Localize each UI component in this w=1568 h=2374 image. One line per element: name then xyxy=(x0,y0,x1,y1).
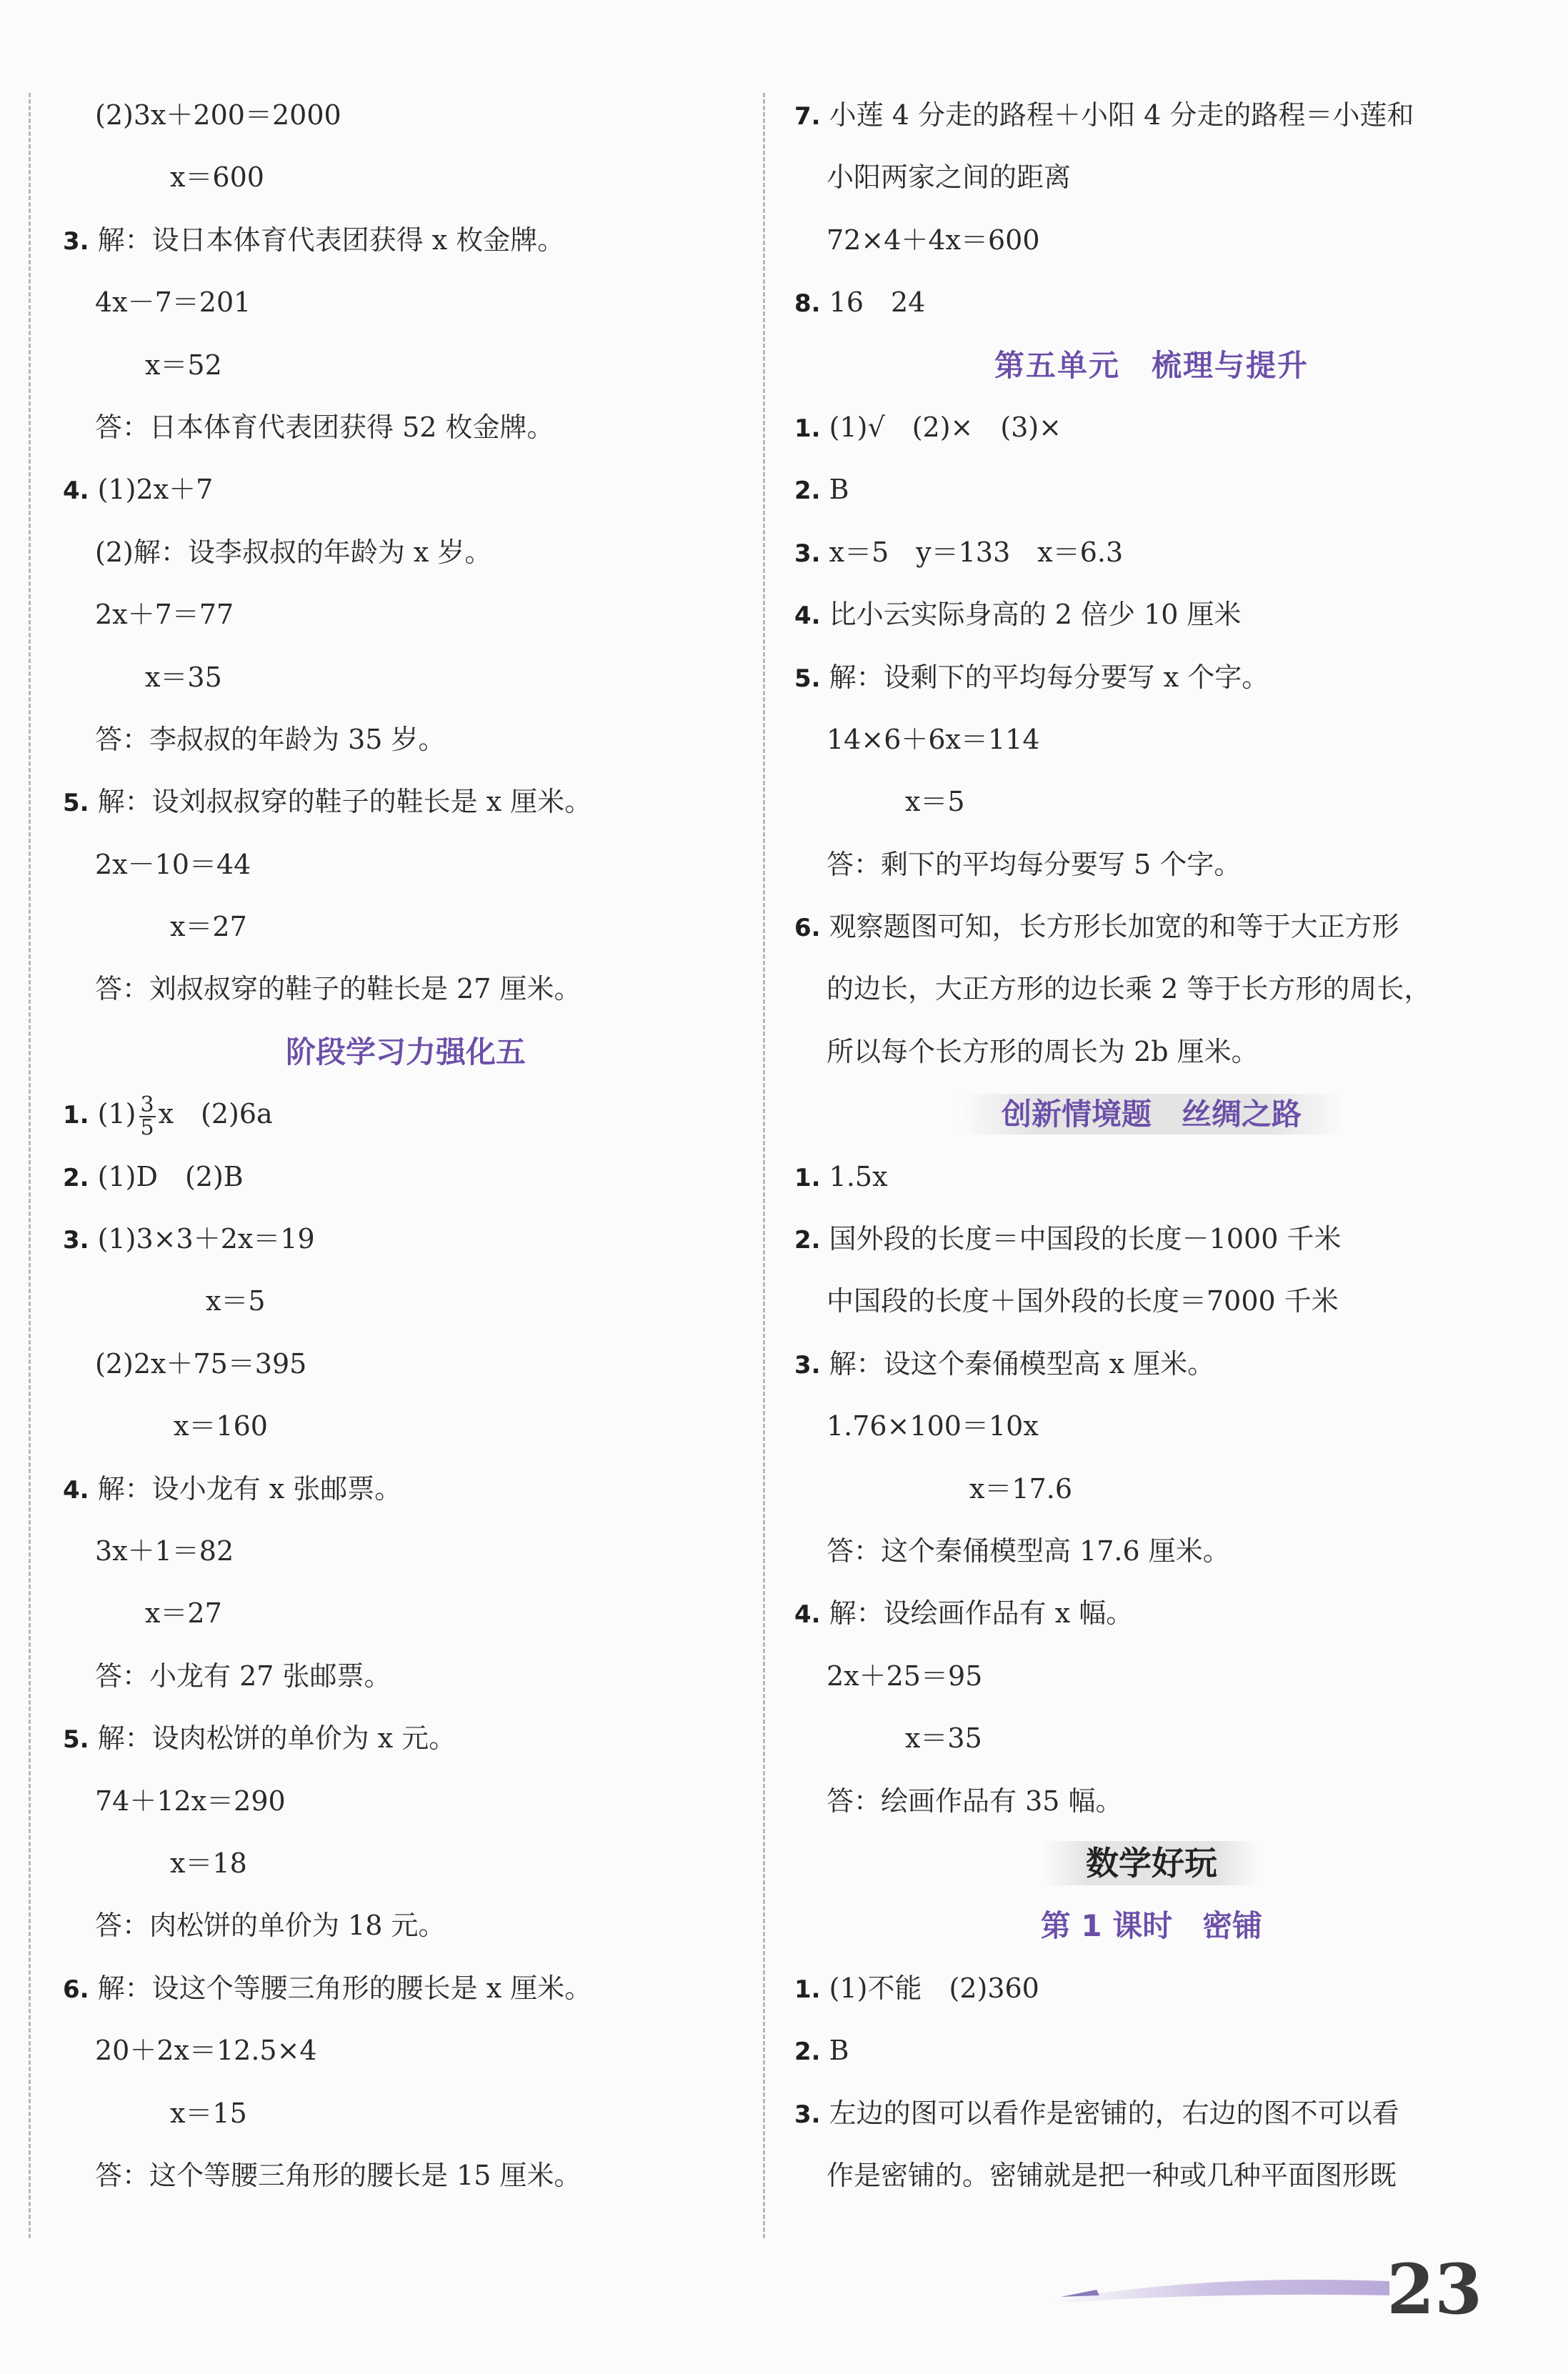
answer-line: 的边长，大正方形的边长乘 2 等于长方形的周长， xyxy=(827,973,1432,1005)
section-heading xyxy=(794,1832,1509,1895)
item-number: 4. xyxy=(63,477,89,506)
answer-line: 2x＋7＝77 xyxy=(95,599,234,631)
answer-line: x＝15 xyxy=(170,2097,247,2129)
item-text: 1.5x xyxy=(829,1160,888,1192)
answer-item xyxy=(794,1957,1509,2020)
answer-line: 答：绘画作品有 35 幅。 xyxy=(827,1785,1123,1817)
answer-line: 答：剩下的平均每分要写 5 个字。 xyxy=(827,848,1242,880)
answer-line: x＝35 xyxy=(905,1722,982,1755)
item-text: 解：设绘画作品有 x 幅。 xyxy=(829,1597,1134,1630)
answer-line: x＝27 xyxy=(170,911,247,943)
item-number: 4. xyxy=(794,1600,821,1630)
answer-line: x＝160 xyxy=(174,1410,268,1442)
answer-line: 答：李叔叔的年龄为 35 岁。 xyxy=(95,723,446,755)
left-column xyxy=(63,84,749,2207)
item-text: (1)不能 (2)360 xyxy=(829,1972,1039,2004)
answer-item xyxy=(794,459,1509,521)
item-text: (1)3×3＋2x＝19 xyxy=(97,1223,315,1255)
answer-item xyxy=(63,771,749,833)
answer-line: (2)2x＋75＝395 xyxy=(95,1347,307,1380)
item-text: 解：设小龙有 x 张邮票。 xyxy=(97,1472,402,1505)
answer-item xyxy=(794,647,1509,709)
answer-item xyxy=(794,522,1509,584)
answer-item xyxy=(794,271,1509,334)
answer-line: (2)解：设李叔叔的年龄为 x 岁。 xyxy=(95,536,492,568)
answer-line: x＝18 xyxy=(170,1847,247,1879)
answer-line: 作是密铺的。密铺就是把一种或几种平面图形既 xyxy=(827,2159,1397,2191)
answer-line: 20＋2x＝12.5×4 xyxy=(95,2035,317,2067)
answer-line: x＝52 xyxy=(145,349,222,381)
item-number: 1. xyxy=(794,1975,821,2004)
item-number: 1. xyxy=(794,414,821,443)
answer-line: 2x－10＝44 xyxy=(95,848,251,880)
answer-line: 答：肉松饼的单价为 18 元。 xyxy=(95,1910,446,1942)
answer-line: x＝5 xyxy=(206,1285,266,1317)
answer-item xyxy=(794,1208,1509,1270)
item-number: 7. xyxy=(794,102,821,131)
item-number: 3. xyxy=(63,1226,89,1255)
item-number: 1. xyxy=(63,1101,89,1130)
item-text: B xyxy=(829,474,849,506)
item-text: (1)2x＋7 xyxy=(97,474,214,506)
answer-line: x＝17.6 xyxy=(969,1472,1073,1505)
item-number: 4. xyxy=(63,1475,89,1505)
answer-line: (2)3x＋200＝2000 xyxy=(95,99,341,131)
item-number: 2. xyxy=(794,1226,821,1255)
item-text-prefix: (1) xyxy=(97,1098,136,1130)
answer-line: 14×6＋6x＝114 xyxy=(827,723,1040,755)
answer-line: 答：这个等腰三角形的腰长是 15 厘米。 xyxy=(95,2159,581,2191)
answer-line: 所以每个长方形的周长为 2b 厘米。 xyxy=(827,1035,1259,1067)
left-margin-line xyxy=(29,93,31,2238)
section-heading xyxy=(794,1083,1509,1145)
right-column xyxy=(794,84,1509,2207)
answer-line: 答：刘叔叔穿的鞋子的鞋长是 27 厘米。 xyxy=(95,973,581,1005)
answer-item xyxy=(794,1146,1509,1208)
item-number: 4. xyxy=(794,602,821,631)
item-number: 2. xyxy=(794,2038,821,2067)
section-heading-text: 创新情境题 丝绸之路 xyxy=(959,1094,1344,1134)
item-text: 小莲 4 分走的路程＋小阳 4 分走的路程＝小莲和 xyxy=(829,99,1414,131)
item-number: 5. xyxy=(794,664,821,693)
answer-item xyxy=(63,1208,749,1270)
answer-item xyxy=(794,1333,1509,1395)
item-number: 1. xyxy=(794,1163,821,1192)
answer-item xyxy=(794,84,1509,146)
page-number: 23 xyxy=(1387,2249,1482,2330)
answer-item xyxy=(794,2083,1509,2145)
item-number: 5. xyxy=(63,789,89,818)
answer-item xyxy=(63,1957,749,2020)
answer-line: 2x＋25＝95 xyxy=(827,1660,983,1692)
answer-item xyxy=(794,397,1509,459)
item-number: 6. xyxy=(63,1975,89,2004)
answer-line: 74＋12x＝290 xyxy=(95,1785,286,1817)
item-text: 解：设这个等腰三角形的腰长是 x 厘米。 xyxy=(97,1972,592,2004)
item-number: 2. xyxy=(794,477,821,506)
item-text: (1)D (2)B xyxy=(97,1160,244,1192)
item-number: 3. xyxy=(794,2100,821,2129)
section-heading-text: 第 1 课时 密铺 xyxy=(1040,1908,1263,1944)
answer-item xyxy=(63,459,749,521)
item-number: 5. xyxy=(63,1725,89,1755)
answer-line: 答：小龙有 27 张邮票。 xyxy=(95,1660,391,1692)
column-divider xyxy=(763,93,765,2238)
answer-line: 中国段的长度＋国外段的长度＝7000 千米 xyxy=(827,1285,1339,1317)
answer-line: 4x－7＝201 xyxy=(95,286,251,319)
answer-line: 小阳两家之间的距离 xyxy=(827,161,1072,194)
section-heading xyxy=(794,1895,1509,1957)
answer-item xyxy=(63,1458,749,1520)
item-text: 解：设剩下的平均每分要写 x 个字。 xyxy=(829,661,1269,693)
answer-line: x＝27 xyxy=(145,1597,222,1630)
item-text: 解：设日本体育代表团获得 x 枚金牌。 xyxy=(97,224,565,256)
answer-item xyxy=(63,1146,749,1208)
item-text: (1)√ (2)× (3)× xyxy=(829,411,1062,443)
item-text: 解：设肉松饼的单价为 x 元。 xyxy=(97,1722,456,1755)
item-text: 观察题图可知，长方形长加宽的和等于大正方形 xyxy=(829,911,1399,943)
item-text: 16 24 xyxy=(829,286,926,319)
item-text: 比小云实际身高的 2 倍少 10 厘米 xyxy=(829,599,1242,631)
item-number: 3. xyxy=(63,226,89,256)
section-heading-text: 阶段学习力强化五 xyxy=(285,1034,526,1069)
answer-line: 1.76×100＝10x xyxy=(827,1410,1039,1442)
answer-line: 3x＋1＝82 xyxy=(95,1535,234,1567)
item-number: 6. xyxy=(794,914,821,943)
answer-line: 72×4＋4x＝600 xyxy=(827,224,1040,256)
item-text: B xyxy=(829,2035,849,2067)
item-number: 2. xyxy=(63,1163,89,1192)
section-heading xyxy=(794,334,1509,397)
section-heading-text: 数学好玩 xyxy=(1043,1841,1260,1885)
item-text: 解：设这个秦俑模型高 x 厘米。 xyxy=(829,1347,1215,1380)
answer-item xyxy=(794,1582,1509,1645)
item-number: 3. xyxy=(794,1350,821,1380)
section-heading xyxy=(63,1021,749,1083)
fraction xyxy=(139,1094,156,1139)
item-number: 8. xyxy=(794,289,821,319)
item-text: 国外段的长度＝中国段的长度－1000 千米 xyxy=(829,1223,1342,1255)
answer-item xyxy=(794,2020,1509,2082)
fraction-denominator: 5 xyxy=(140,1114,154,1140)
answer-line: 答：日本体育代表团获得 52 枚金牌。 xyxy=(95,411,554,443)
answer-line: x＝5 xyxy=(905,786,965,818)
answer-item xyxy=(63,1083,749,1145)
item-text: 左边的图可以看作是密铺的，右边的图不可以看 xyxy=(829,2097,1399,2129)
answer-item xyxy=(794,584,1509,646)
pen-decoration xyxy=(1047,2260,1389,2324)
fraction-numerator: 3 xyxy=(140,1092,154,1117)
answer-line: x＝35 xyxy=(145,661,222,693)
section-heading-text: 第五单元 梳理与提升 xyxy=(994,347,1309,383)
answer-item xyxy=(63,1707,749,1770)
answer-line: x＝600 xyxy=(170,161,264,194)
item-number: 3. xyxy=(794,539,821,568)
answer-line: 答：这个秦俑模型高 17.6 厘米。 xyxy=(827,1535,1230,1567)
answer-item xyxy=(794,896,1509,958)
item-text: 解：设刘叔叔穿的鞋子的鞋长是 x 厘米。 xyxy=(97,786,592,818)
item-text: x＝5 y＝133 x＝6.3 xyxy=(829,536,1124,568)
item-text-suffix: x (2)6a xyxy=(158,1098,273,1130)
answer-item xyxy=(63,209,749,271)
